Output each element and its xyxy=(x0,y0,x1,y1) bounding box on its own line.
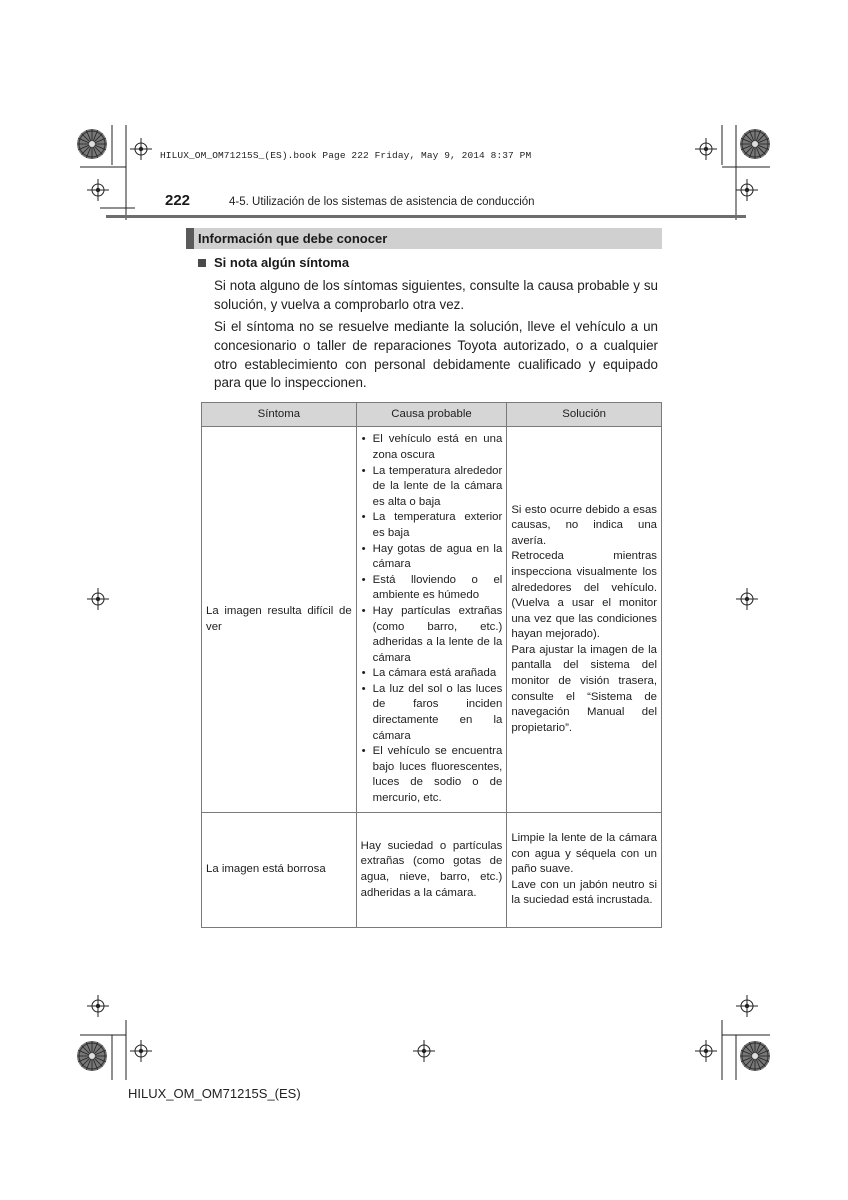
square-bullet-icon xyxy=(198,259,206,267)
list-item: • La cámara está arañada xyxy=(361,666,503,682)
symptom-cell: La imagen resulta difícil de ver xyxy=(202,427,357,813)
symptom-cell: La imagen está borrosa xyxy=(202,813,357,928)
subsection-heading: Si nota algún síntoma xyxy=(214,255,350,270)
list-item: • La luz del sol o las luces de faros inciden directamente en la cámara xyxy=(361,682,503,744)
paragraph-intro: Si nota alguno de los síntomas siguientes, consulte la causa probable y su solución, y vuelva a comprobarlo otra vez. xyxy=(214,278,658,312)
info-box-title: Información que debe conocer xyxy=(198,231,388,246)
cause-cell: Hay suciedad o partículas extrañas (como gotas de agua, nieve, barro, etc.) adheridas a la cámara. xyxy=(356,813,507,928)
cause-list xyxy=(361,432,503,806)
page-number: 222 xyxy=(165,192,191,209)
list-item: • Hay gotas de agua en la cámara xyxy=(361,542,503,573)
section-title: 4-5. Utilización de los sistemas de asistencia de conducción xyxy=(229,196,535,208)
table-header-row xyxy=(202,403,662,427)
table-row xyxy=(202,427,662,813)
paragraph-service: Si el síntoma no se resuelve mediante la solución, lleve el vehículo a un concesionario o taller de reparaciones Toyota autorizado, o a cualquier otro establecimiento con personal debidamente cualificado y equipado para que lo inspeccionen. xyxy=(214,319,658,391)
list-item: • El vehículo se encuentra bajo luces fluorescentes, luces de sodio o de mercurio, etc. xyxy=(361,744,503,806)
header-rule xyxy=(106,215,746,218)
solution-cell: Si esto ocurre debido a esas causas, no indica una avería. Retroceda mientras inspecciona visualmente los alrededores del vehículo. (Vuelva a usar el monitor una vez que las condiciones hayan mejorado). Para ajustar la imagen de la pantalla del sistema del monitor de visión trasera, consulte el “Sistema de navegación Manual del propietario”. xyxy=(507,427,662,813)
header-solution: Solución xyxy=(507,403,662,427)
list-item: • Está lloviendo o el ambiente es húmedo xyxy=(361,573,503,604)
list-item: • El vehículo está en una zona oscura xyxy=(361,432,503,463)
header-symptom: Síntoma xyxy=(202,403,357,427)
footer-code: HILUX_OM_OM71215S_(ES) xyxy=(128,1086,301,1101)
troubleshooting-table xyxy=(201,402,662,928)
print-file-info: HILUX_OM_OM71215S_(ES).book Page 222 Friday, May 9, 2014 8:37 PM xyxy=(160,150,532,161)
cause-cell xyxy=(356,427,507,813)
list-item: • La temperatura exterior es baja xyxy=(361,510,503,541)
info-box-header xyxy=(186,228,662,249)
list-item: • Hay partículas extrañas (como barro, etc.) adheridas a la lente de la cámara xyxy=(361,604,503,666)
solution-cell: Limpie la lente de la cámara con agua y séquela con un paño suave. Lave con un jabón neutro si la suciedad está incrustada. xyxy=(507,813,662,928)
header-cause: Causa probable xyxy=(356,403,507,427)
list-item: • La temperatura alrededor de la lente de la cámara es alta o baja xyxy=(361,464,503,511)
table-row xyxy=(202,813,662,928)
